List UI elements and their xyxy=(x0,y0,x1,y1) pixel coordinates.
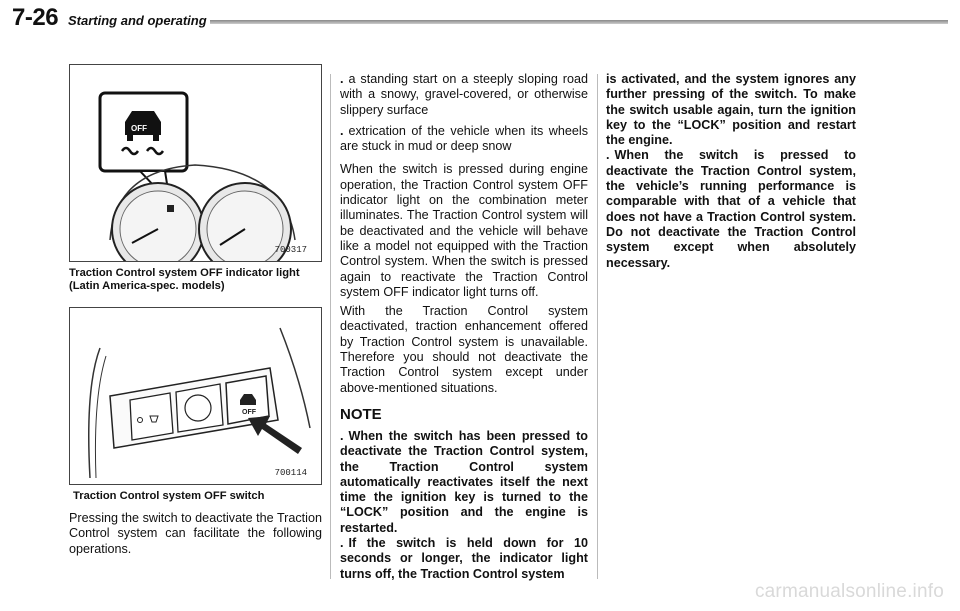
bullet-dot-icon: . xyxy=(340,428,344,443)
note-item xyxy=(606,148,856,270)
note-item xyxy=(340,429,588,536)
note-text: If the switch is held down for 10 seconds or longer, the indicator light turns off, the Traction Control system xyxy=(340,536,588,581)
column-divider xyxy=(330,74,331,579)
watermark: carmanualsonline.info xyxy=(754,581,944,602)
note-item xyxy=(340,536,588,582)
bullet-dot-icon: . xyxy=(340,72,344,86)
bullet-text: a standing start on a steeply sloping road with a snowy, gravel-covered, or otherwise slippery surface xyxy=(340,72,588,117)
note-heading: NOTE xyxy=(340,405,382,423)
note-continuation: is activated, and the system ignores any further pressing of the switch. To make the switch usable again, turn the ignition key to the “LOCK” position and restart the engine. xyxy=(606,72,856,148)
body-paragraph: With the Traction Control system deactivated, traction enhancement offered by Traction Control system is unavailable. Therefore you should not deactivate the Traction Control system except under above-mentioned situations. xyxy=(340,304,588,395)
off-switch-figure xyxy=(69,307,322,485)
indicator-light-figure xyxy=(69,64,322,262)
column-middle xyxy=(340,72,588,582)
note-text: When the switch is pressed to deactivate the Traction Control system, the vehicle’s running performance is comparable with that of a vehicle that does not have a Traction Control system. Do not deactivate the Traction Control system except when absolutely necessary. xyxy=(606,148,856,270)
bullet-item xyxy=(340,124,588,155)
figure-code: 700317 xyxy=(274,245,307,255)
bullet-dot-icon: . xyxy=(606,148,610,163)
figure-code: 700114 xyxy=(274,468,307,478)
svg-text:OFF: OFF xyxy=(131,124,147,133)
header-rule xyxy=(210,20,948,24)
switch-panel-illustration xyxy=(70,308,321,484)
instrument-cluster-illustration xyxy=(70,65,321,261)
figure-caption: Traction Control system OFF indicator light (Latin America-spec. models) xyxy=(69,267,300,292)
bullet-text: extrication of the vehicle when its wheels are stuck in mud or deep snow xyxy=(340,123,588,154)
note-text: When the switch has been pressed to deactivate the Traction Control system, the Traction Control system automatically reactivates itself the next time the ignition key is turned to the “LOCK” position and the engine is restarted. xyxy=(340,428,588,535)
bullet-item xyxy=(340,72,588,118)
section-title: Starting and operating xyxy=(68,13,207,28)
page-header xyxy=(12,4,948,44)
switch-off-label: OFF xyxy=(242,409,256,416)
column-right xyxy=(606,72,856,271)
page-number: 7-26 xyxy=(12,4,59,31)
figure-caption: Traction Control system OFF switch xyxy=(73,490,265,502)
bullet-dot-icon: . xyxy=(340,123,344,138)
body-paragraph: When the switch is pressed during engine operation, the Traction Control system OFF indicator light on the combination meter illuminates. The Traction Control system will be deactivated and the vehicle will behave like a model not equipped with the Traction Control system. When the switch is pressed again to reactivate the Traction Control system OFF indicator light turns off. xyxy=(340,162,588,299)
column-left xyxy=(69,64,322,557)
body-paragraph: Pressing the switch to deactivate the Traction Control system can facilitate the following operations. xyxy=(69,511,322,556)
column-divider xyxy=(597,74,598,579)
bullet-dot-icon: . xyxy=(340,536,344,551)
